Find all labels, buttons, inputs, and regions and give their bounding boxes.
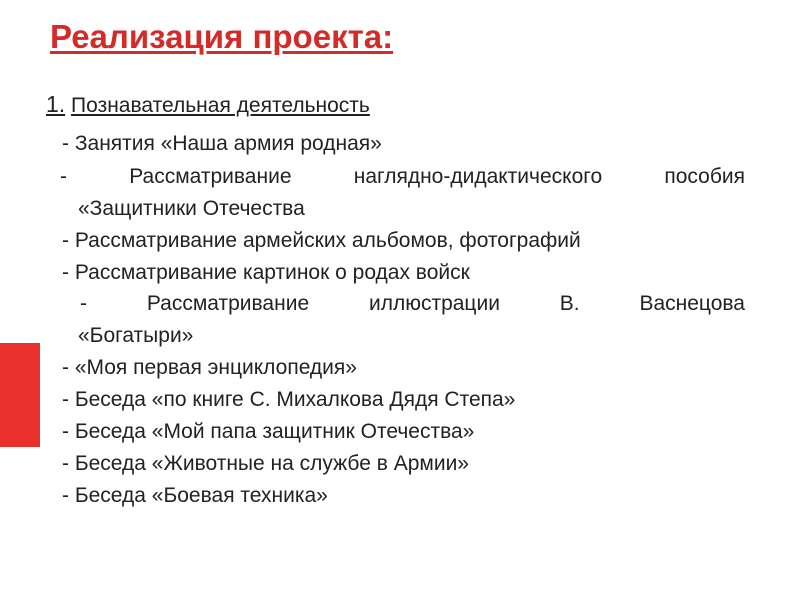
list-item-word: иллюстрации	[368, 292, 500, 315]
section-number: 1.	[46, 91, 66, 117]
list-item: - Занятия «Наша армия родная»	[62, 132, 382, 155]
list-item-word: Васнецова	[639, 292, 745, 315]
list-item: - «Моя первая энциклопедия»	[62, 356, 357, 379]
list-item: - Беседа «Животные на службе в Армии»	[62, 452, 469, 475]
list-item-word: пособия	[664, 165, 745, 188]
list-item: - Беседа «Боевая техника»	[62, 484, 328, 507]
list-item: «Богатыри»	[78, 324, 194, 347]
red-accent-bar	[0, 343, 40, 447]
list-item: - Беседа «по книге С. Михалкова Дядя Степа»	[62, 388, 516, 411]
list-item	[80, 293, 745, 314]
list-item: - Рассматривание армейских альбомов, фотографий	[62, 229, 581, 252]
list-item: - Беседа «Мой папа защитник Отечества»	[62, 420, 475, 443]
list-item: - Рассматривание картинок о родах войск	[62, 261, 470, 284]
list-item-word: В.	[559, 292, 580, 315]
list-item-word: наглядно-дидактического	[353, 165, 603, 188]
list-item: «Защитники Отечества	[78, 197, 305, 220]
list-item-word: Рассматривание	[129, 165, 292, 188]
list-item-word: Рассматривание	[146, 292, 310, 315]
section-heading	[46, 91, 370, 118]
slide-title: Реализация проекта:	[50, 18, 394, 55]
list-item-word: -	[60, 165, 67, 188]
section-heading-text: Познавательная деятельность	[71, 94, 370, 117]
list-item-word: -	[80, 292, 87, 315]
list-item	[60, 166, 745, 187]
